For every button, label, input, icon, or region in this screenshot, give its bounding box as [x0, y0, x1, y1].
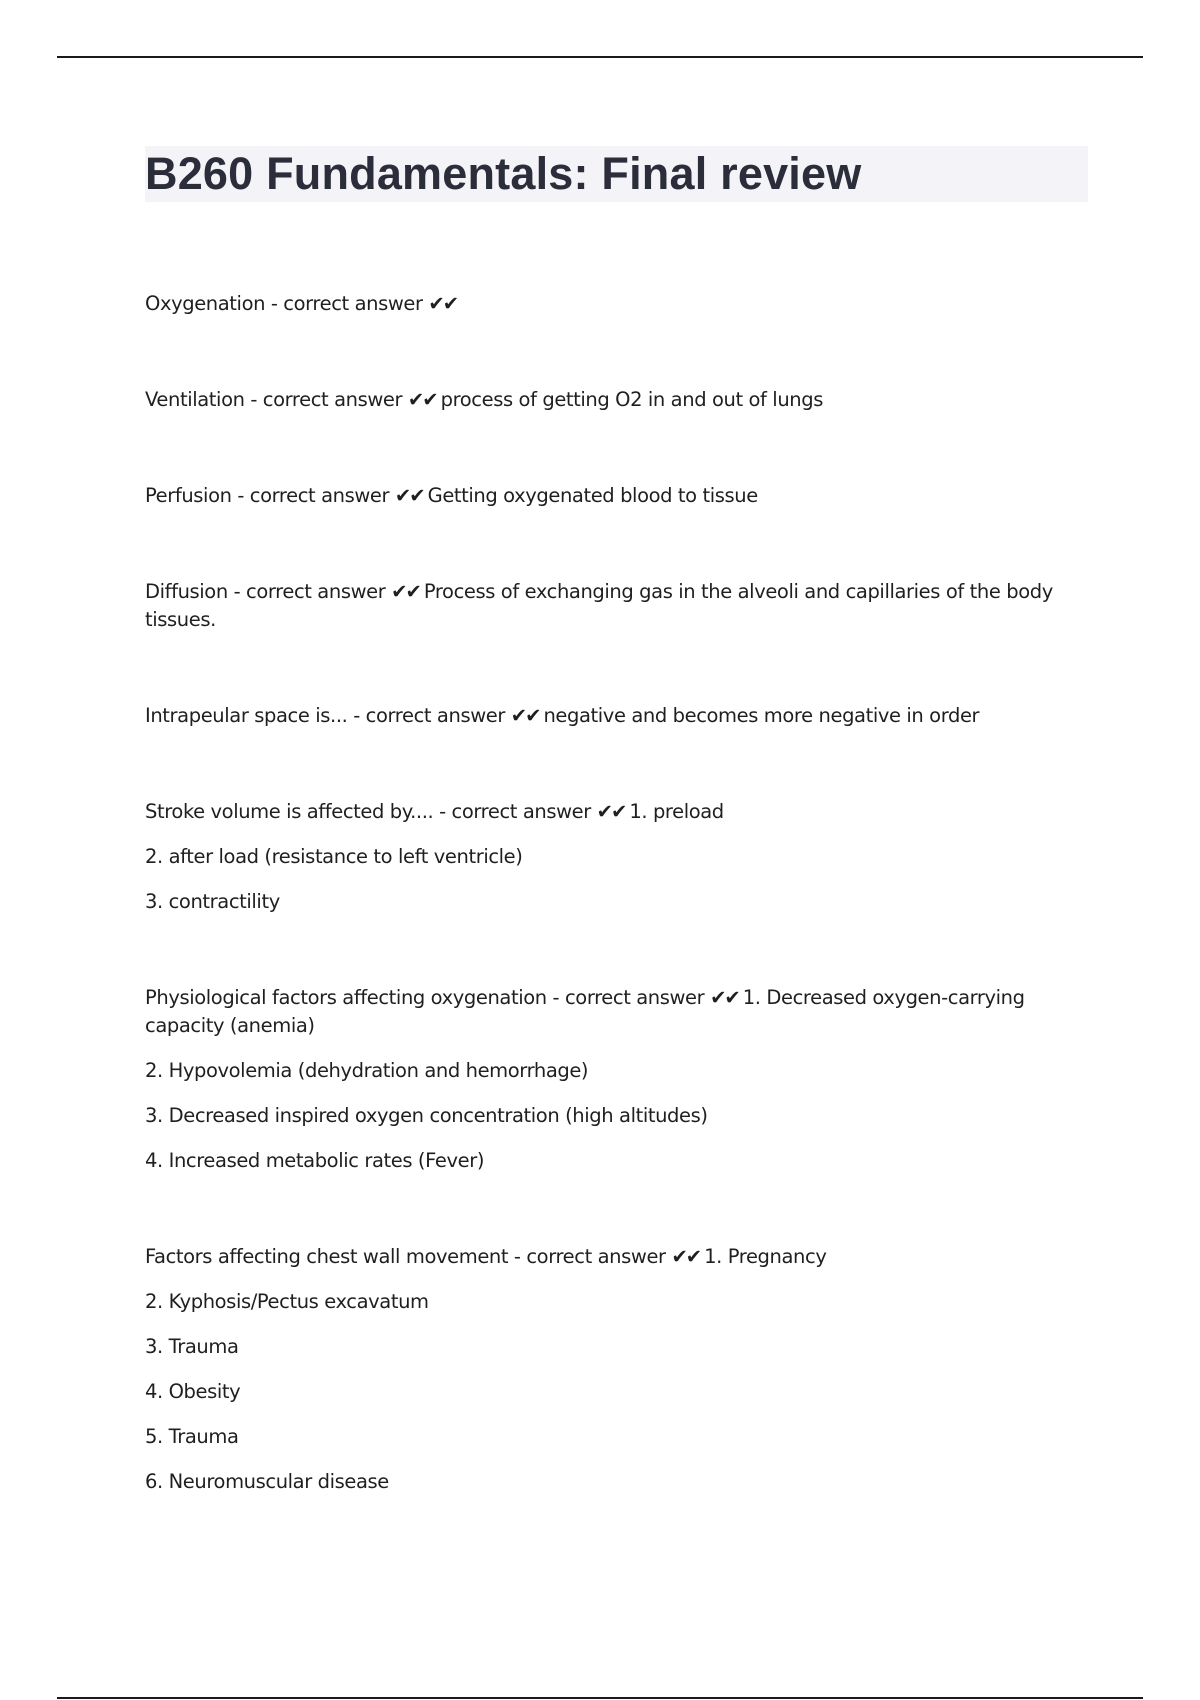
- answer-marker: - correct answer: [227, 580, 392, 603]
- qa-answer-line: 2. Kyphosis/Pectus excavatum: [145, 1290, 429, 1313]
- answer-marker: - correct answer: [546, 986, 711, 1009]
- qa-answer-line: 2. after load (resistance to left ventricle): [145, 845, 523, 868]
- qa-item: [145, 984, 1095, 1175]
- check-mark-icon: ✔✔: [710, 986, 739, 1009]
- qa-answer: 1. Pregnancy: [704, 1245, 827, 1268]
- qa-term: Physiological factors affecting oxygenation: [145, 986, 547, 1009]
- qa-term: Intrapeular space is...: [145, 704, 348, 727]
- qa-item: [145, 578, 1095, 634]
- qa-answer: 1. preload: [629, 800, 724, 823]
- qa-item: [145, 290, 1095, 318]
- answer-marker: - correct answer: [433, 800, 597, 823]
- top-divider: [57, 56, 1143, 58]
- qa-answer: negative and becomes more negative in order: [543, 704, 980, 727]
- qa-answer-line: 3. contractility: [145, 890, 280, 913]
- qa-answer-line: 3. Decreased inspired oxygen concentration (high altitudes): [145, 1104, 708, 1127]
- answer-marker: - correct answer: [347, 704, 511, 727]
- check-mark-icon: ✔✔: [391, 580, 420, 603]
- page-title: B260 Fundamentals: Final review: [145, 148, 862, 199]
- qa-term: Stroke volume is affected by....: [145, 800, 434, 823]
- qa-term: Diffusion: [145, 580, 228, 603]
- qa-term: Factors affecting chest wall movement: [145, 1245, 509, 1268]
- bottom-divider: [57, 1697, 1143, 1699]
- qa-answer-line: 5. Trauma: [145, 1425, 239, 1448]
- qa-question-line: [145, 1243, 1095, 1271]
- title-banner: [145, 146, 1088, 202]
- qa-term: Ventilation: [145, 388, 245, 411]
- qa-item: [145, 702, 1095, 730]
- qa-item: [145, 482, 1095, 510]
- qa-question-line: [145, 578, 1095, 634]
- qa-question-line: [145, 290, 1095, 318]
- check-mark-icon: ✔✔: [596, 800, 626, 823]
- qa-answer-line: 6. Neuromuscular disease: [145, 1470, 389, 1493]
- qa-term: Perfusion: [145, 484, 232, 507]
- qa-answer-line: 3. Trauma: [145, 1335, 239, 1358]
- check-mark-icon: ✔✔: [428, 292, 458, 315]
- check-mark-icon: ✔✔: [407, 388, 437, 411]
- check-mark-icon: ✔✔: [394, 484, 424, 507]
- qa-list: [145, 290, 1095, 1564]
- answer-marker: - correct answer: [244, 388, 408, 411]
- qa-question-line: [145, 702, 1095, 730]
- qa-item: [145, 386, 1095, 414]
- qa-item: [145, 798, 1095, 916]
- answer-marker: - correct answer: [231, 484, 395, 507]
- qa-answer: Getting oxygenated blood to tissue: [427, 484, 758, 507]
- answer-marker: - correct answer: [265, 292, 429, 315]
- qa-question-line: [145, 482, 1095, 510]
- qa-question-line: [145, 386, 1095, 414]
- check-mark-icon: ✔✔: [510, 704, 540, 727]
- qa-answer-line: 2. Hypovolemia (dehydration and hemorrhage): [145, 1059, 589, 1082]
- qa-question-line: [145, 984, 1095, 1040]
- qa-answer: Process of exchanging gas in the alveoli and capillaries of the body tissues.: [145, 580, 1053, 631]
- qa-answer: 1. Decreased oxygen-carrying capacity (anemia): [145, 986, 1025, 1037]
- qa-question-line: [145, 798, 1095, 826]
- check-mark-icon: ✔✔: [671, 1245, 701, 1268]
- qa-answer-line: 4. Increased metabolic rates (Fever): [145, 1149, 485, 1172]
- qa-term: Oxygenation: [145, 292, 266, 315]
- qa-item: [145, 1243, 1095, 1496]
- answer-marker: - correct answer: [508, 1245, 672, 1268]
- qa-answer: process of getting O2 in and out of lungs: [440, 388, 823, 411]
- qa-answer-line: 4. Obesity: [145, 1380, 241, 1403]
